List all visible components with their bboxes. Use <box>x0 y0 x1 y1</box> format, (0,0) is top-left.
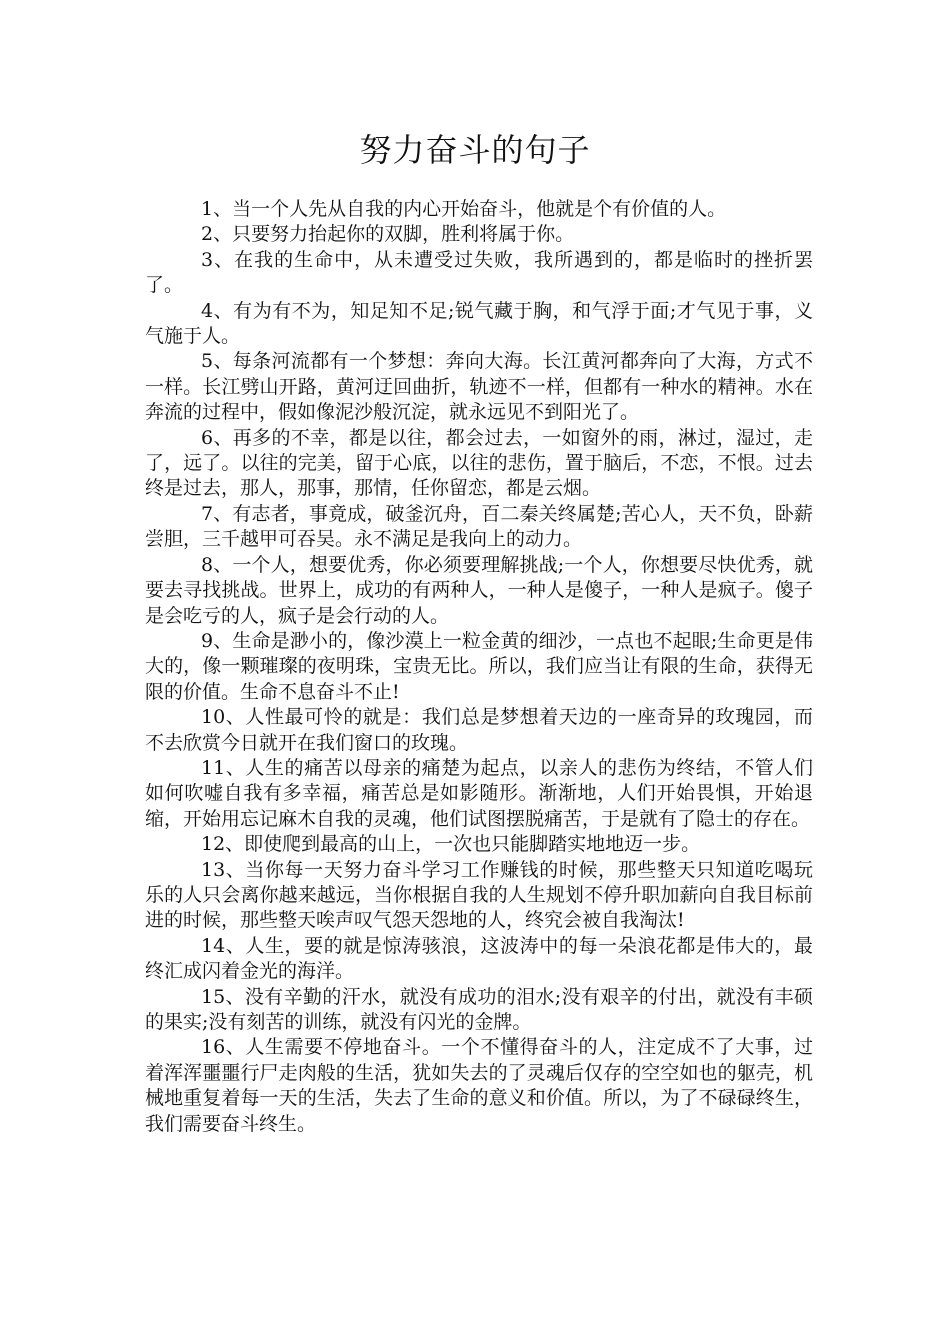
paragraph-11: 11、人生的痛苦以母亲的痛楚为起点，以亲人的悲伤为终结，不管人们如何吹嘘自我有多幸福，痛苦总是如影随形。渐渐地，人们开始畏惧，开始退缩，开始用忘记麻木自我的灵魂，他们试图摆脱痛苦，于是就有了隐士的存在。 <box>145 756 813 830</box>
paragraph-9: 9、生命是渺小的，像沙漠上一粒金黄的细沙，一点也不起眼;生命更是伟大的，像一颗璀璨的夜明珠，宝贵无比。所以，我们应当让有限的生命，获得无限的价值。生命不息奋斗不止! <box>145 629 813 703</box>
paragraph-3: 3、在我的生命中，从未遭受过失败，我所遇到的，都是临时的挫折罢了。 <box>145 248 813 297</box>
paragraph-7: 7、有志者，事竟成，破釜沉舟，百二秦关终属楚;苦心人，天不负，卧薪尝胆，三千越甲可吞吴。永不满足是我向上的动力。 <box>145 502 813 551</box>
paragraph-6: 6、再多的不幸，都是以往，都会过去，一如窗外的雨，淋过，湿过，走了，远了。以往的完美，留于心底，以往的悲伤，置于脑后，不恋，不恨。过去终是过去，那人，那事，那情，任你留恋，都是云烟。 <box>145 426 813 500</box>
paragraph-8: 8、一个人，想要优秀，你必须要理解挑战;一个人，你想要尽快优秀，就要去寻找挑战。世界上，成功的有两种人，一种人是傻子，一种人是疯子。傻子是会吃亏的人，疯子是会行动的人。 <box>145 553 813 627</box>
paragraph-2: 2、只要努力抬起你的双脚，胜利将属于你。 <box>201 223 575 246</box>
paragraph-16: 16、人生需要不停地奋斗。一个不懂得奋斗的人，注定成不了大事，过着浑浑噩噩行尸走肉般的生活，犹如失去的了灵魂后仅存的空空如也的躯壳，机械地重复着每一天的生活，失去了生命的意义和价值。所以，为了不碌碌终生，我们需要奋斗终生。 <box>145 1036 813 1135</box>
document-title: 努力奋斗的句子 <box>359 131 591 169</box>
paragraph-12: 12、即使爬到最高的山上，一次也只能脚踏实地地迈一步。 <box>201 833 701 856</box>
paragraph-13: 13、当你每一天努力奋斗学习工作赚钱的时候，那些整天只知道吃喝玩乐的人只会离你越来越远，当你根据自我的人生规划不停升职加薪向自我目标前进的时候，那些整天唉声叹气怨天怨地的人，终究会被自我淘汰! <box>145 858 813 932</box>
paragraph-14: 14、人生，要的就是惊涛骇浪，这波涛中的每一朵浪花都是伟大的，最终汇成闪着金光的海洋。 <box>145 934 813 983</box>
paragraph-5: 5、每条河流都有一个梦想：奔向大海。长江黄河都奔向了大海，方式不一样。长江劈山开路，黄河迂回曲折，轨迹不一样，但都有一种水的精神。水在奔流的过程中，假如像泥沙般沉淀，就永远见不到阳光了。 <box>145 350 813 424</box>
paragraph-15: 15、没有辛勤的汗水，就没有成功的泪水;没有艰辛的付出，就没有丰硕的果实;没有刻苦的训练，就没有闪光的金牌。 <box>145 985 813 1033</box>
paragraph-10: 10、人性最可怜的就是：我们总是梦想着天边的一座奇异的玫瑰园，而不去欣赏今日就开在我们窗口的玫瑰。 <box>145 706 813 754</box>
document-body <box>145 197 813 1137</box>
paragraph-4: 4、有为有不为，知足知不足;锐气藏于胸，和气浮于面;才气见于事，义气施于人。 <box>145 299 813 348</box>
paragraph-1: 1、当一个人先从自我的内心开始奋斗，他就是个有价值的人。 <box>201 198 727 220</box>
